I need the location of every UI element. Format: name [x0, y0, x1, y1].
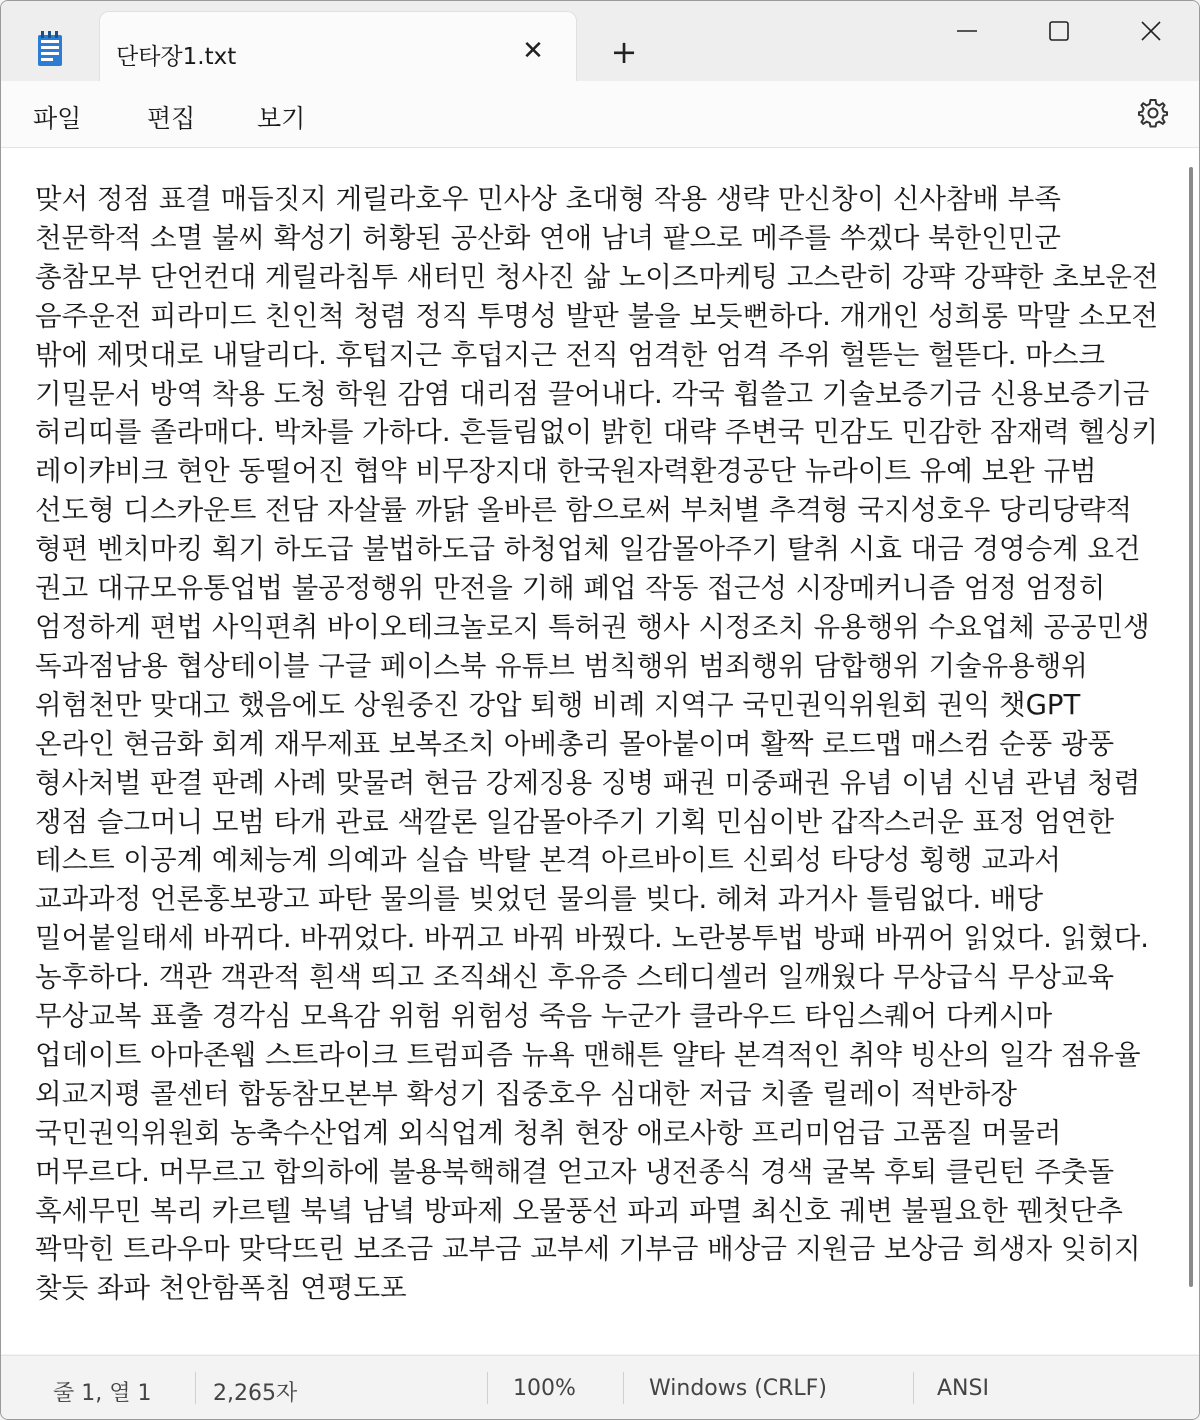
text-editor[interactable]	[1, 148, 1199, 1354]
close-icon	[1140, 20, 1162, 42]
new-tab-button[interactable]: +	[610, 33, 638, 71]
document-text[interactable]: 맞서 정점 표결 매듭짓지 게릴라호우 민사상 초대형 작용 생략 만신창이 신사참배 부족 천문학적 소멸 불씨 확성기 허황된 공산화 연애 남녀 팥으로 메주를 쑤겠다 북한인민군 총참모부 단언컨대 게릴라침투 새터민 청사진 삶 노이즈마케팅 고스란히 강퍅 강퍅한 초보운전 음주운전 피라미드 친인척 청렴 정직 투명성 발판 불을 보듯뻔하다. 개개인 성희롱 막말 소모전 밖에 제멋대로 내달리다. 후텁지근 후덥지근 전직 엄격한 엄격 주위 헐뜯는 헐뜯다. 마스크 기밀문서 방역 착용 도청 학원 감염 대리점 끌어내다. 각국 휩쓸고 기술보증기금 신용보증기금 허리띠를 졸라매다. 박차를 가하다. 흔들림없이 밝힌 대략 주변국 민감도 민감한 잠재력 헬싱키 레이캬비크 현안 동떨어진 협약 비무장지대 한국원자력환경공단 뉴라이트 유예 보완 규범 선도형 디스카운트 전담 자살률 까닭 올바른 함으로써 부처별 추격형 국지성호우 당리당략적 형편 벤치마킹 획기 하도급 불법하도급 하청업체 일감몰아주기 탈취 시효 대금 경영승계 요건 권고 대규모유통업법 불공정행위 만전을 기해 폐업 작동 접근성 시장메커니즘 엄정 엄정히 엄정하게 편법 사익편취 바이오테크놀로지 특허권 행사 시정조치 유용행위 수요업체 공공민생 독과점남용 협상테이블 구글 페이스북 유튜브 범칙행위 범죄행위 담합행위 기술유용행위 위험천만 맞대고 했음에도 상원중진 강압 퇴행 비례 지역구 국민권익위원회 권익 챗GPT 온라인 현금화 회계 재무제표 보복조치 아베총리 몰아붙이며 활짝 로드맵 매스컴 순풍 광풍 형사처벌 판결 판례 사례 맞물려 현금 강제징용 징병 패권 미중패권 유념 이념 신념 관념 청렴 쟁점 슬그머니 모범 타개 관료 색깔론 일감몰아주기 기획 민심이반 갑작스러운 표정 엄연한 테스트 이공계 예체능계 의예과 실습 박탈 본격 아르바이트 신뢰성 타당성 횡행 교과서 교과과정 언론홍보광고 파탄 물의를 빚었던 물의를 빚다. 헤쳐 과거사 틀림없다. 배당 밀어붙일태세 바뀌다. 바뀌었다. 바뀌고 바꿔 바꿨다. 노란봉투법 방패 바뀌어 읽었다. 읽혔다. 농후하다. 객관 객관적 흰색 띄고 조직쇄신 후유증 스테디셀러 일깨웠다 무상급식 무상교육 무상교복 표출 경각심 모욕감 위험 위험성 죽음 누군가 클라우드 타임스퀘어 다케시마 업데이트 아마존웹 스트라이크 트럼피즘 뉴욕 맨해튼 얄타 본격적인 취약 빙산의 일각 점유율 외교지평 콜센터 합동참모본부 확성기 집중호우 심대한 저급 치졸 릴레이 적반하장 국민권익위원회 농축수산업계 외식업계 청취 현장 애로사항 프리미엄급 고품질 머물러 머무르다. 머무르고 합의하에 불용북핵해결 얻고자 냉전종식 경색 굴복 후퇴 클린턴 주춧돌 혹세무민 복리 카르텔 북녘 남녘 방파제 오물풍선 파괴 파멸 최신호 궤변 불필요한 꿴첫단추 꽉막힌 트라우마 맞닥뜨린 보조금 교부금 교부세 기부금 배상금 지원금 보상금 희생자 잊히지 찾듯 좌파 천안함폭침 연평도포	[35, 183, 1168, 1305]
minimize-icon	[956, 20, 978, 42]
character-count: 2,265자	[213, 1381, 298, 1406]
status-divider	[913, 1372, 914, 1404]
status-bar	[1, 1355, 1199, 1420]
tab-title: 단타장1.txt	[116, 44, 237, 70]
encoding[interactable]: ANSI	[937, 1376, 989, 1401]
vertical-scrollbar[interactable]	[1189, 167, 1193, 1287]
cursor-position: 줄 1, 열 1	[53, 1381, 152, 1406]
tab-document[interactable]	[99, 11, 577, 82]
maximize-icon	[1048, 20, 1070, 42]
notepad-icon	[37, 31, 63, 67]
status-divider	[623, 1372, 624, 1404]
maximize-button[interactable]	[1013, 1, 1105, 61]
gear-icon[interactable]	[1137, 97, 1169, 129]
close-tab-icon[interactable]: ✕	[522, 36, 544, 66]
menu-file[interactable]: 파일	[33, 104, 82, 133]
title-bar	[1, 1, 1199, 81]
status-divider	[487, 1372, 488, 1404]
minimize-button[interactable]	[921, 1, 1013, 61]
status-divider	[195, 1372, 196, 1404]
line-ending[interactable]: Windows (CRLF)	[649, 1376, 827, 1401]
zoom-level[interactable]: 100%	[513, 1376, 576, 1401]
menu-view[interactable]: 보기	[257, 104, 306, 133]
close-window-button[interactable]	[1105, 1, 1197, 61]
menu-bar	[1, 81, 1199, 148]
menu-edit[interactable]: 편집	[147, 104, 196, 133]
